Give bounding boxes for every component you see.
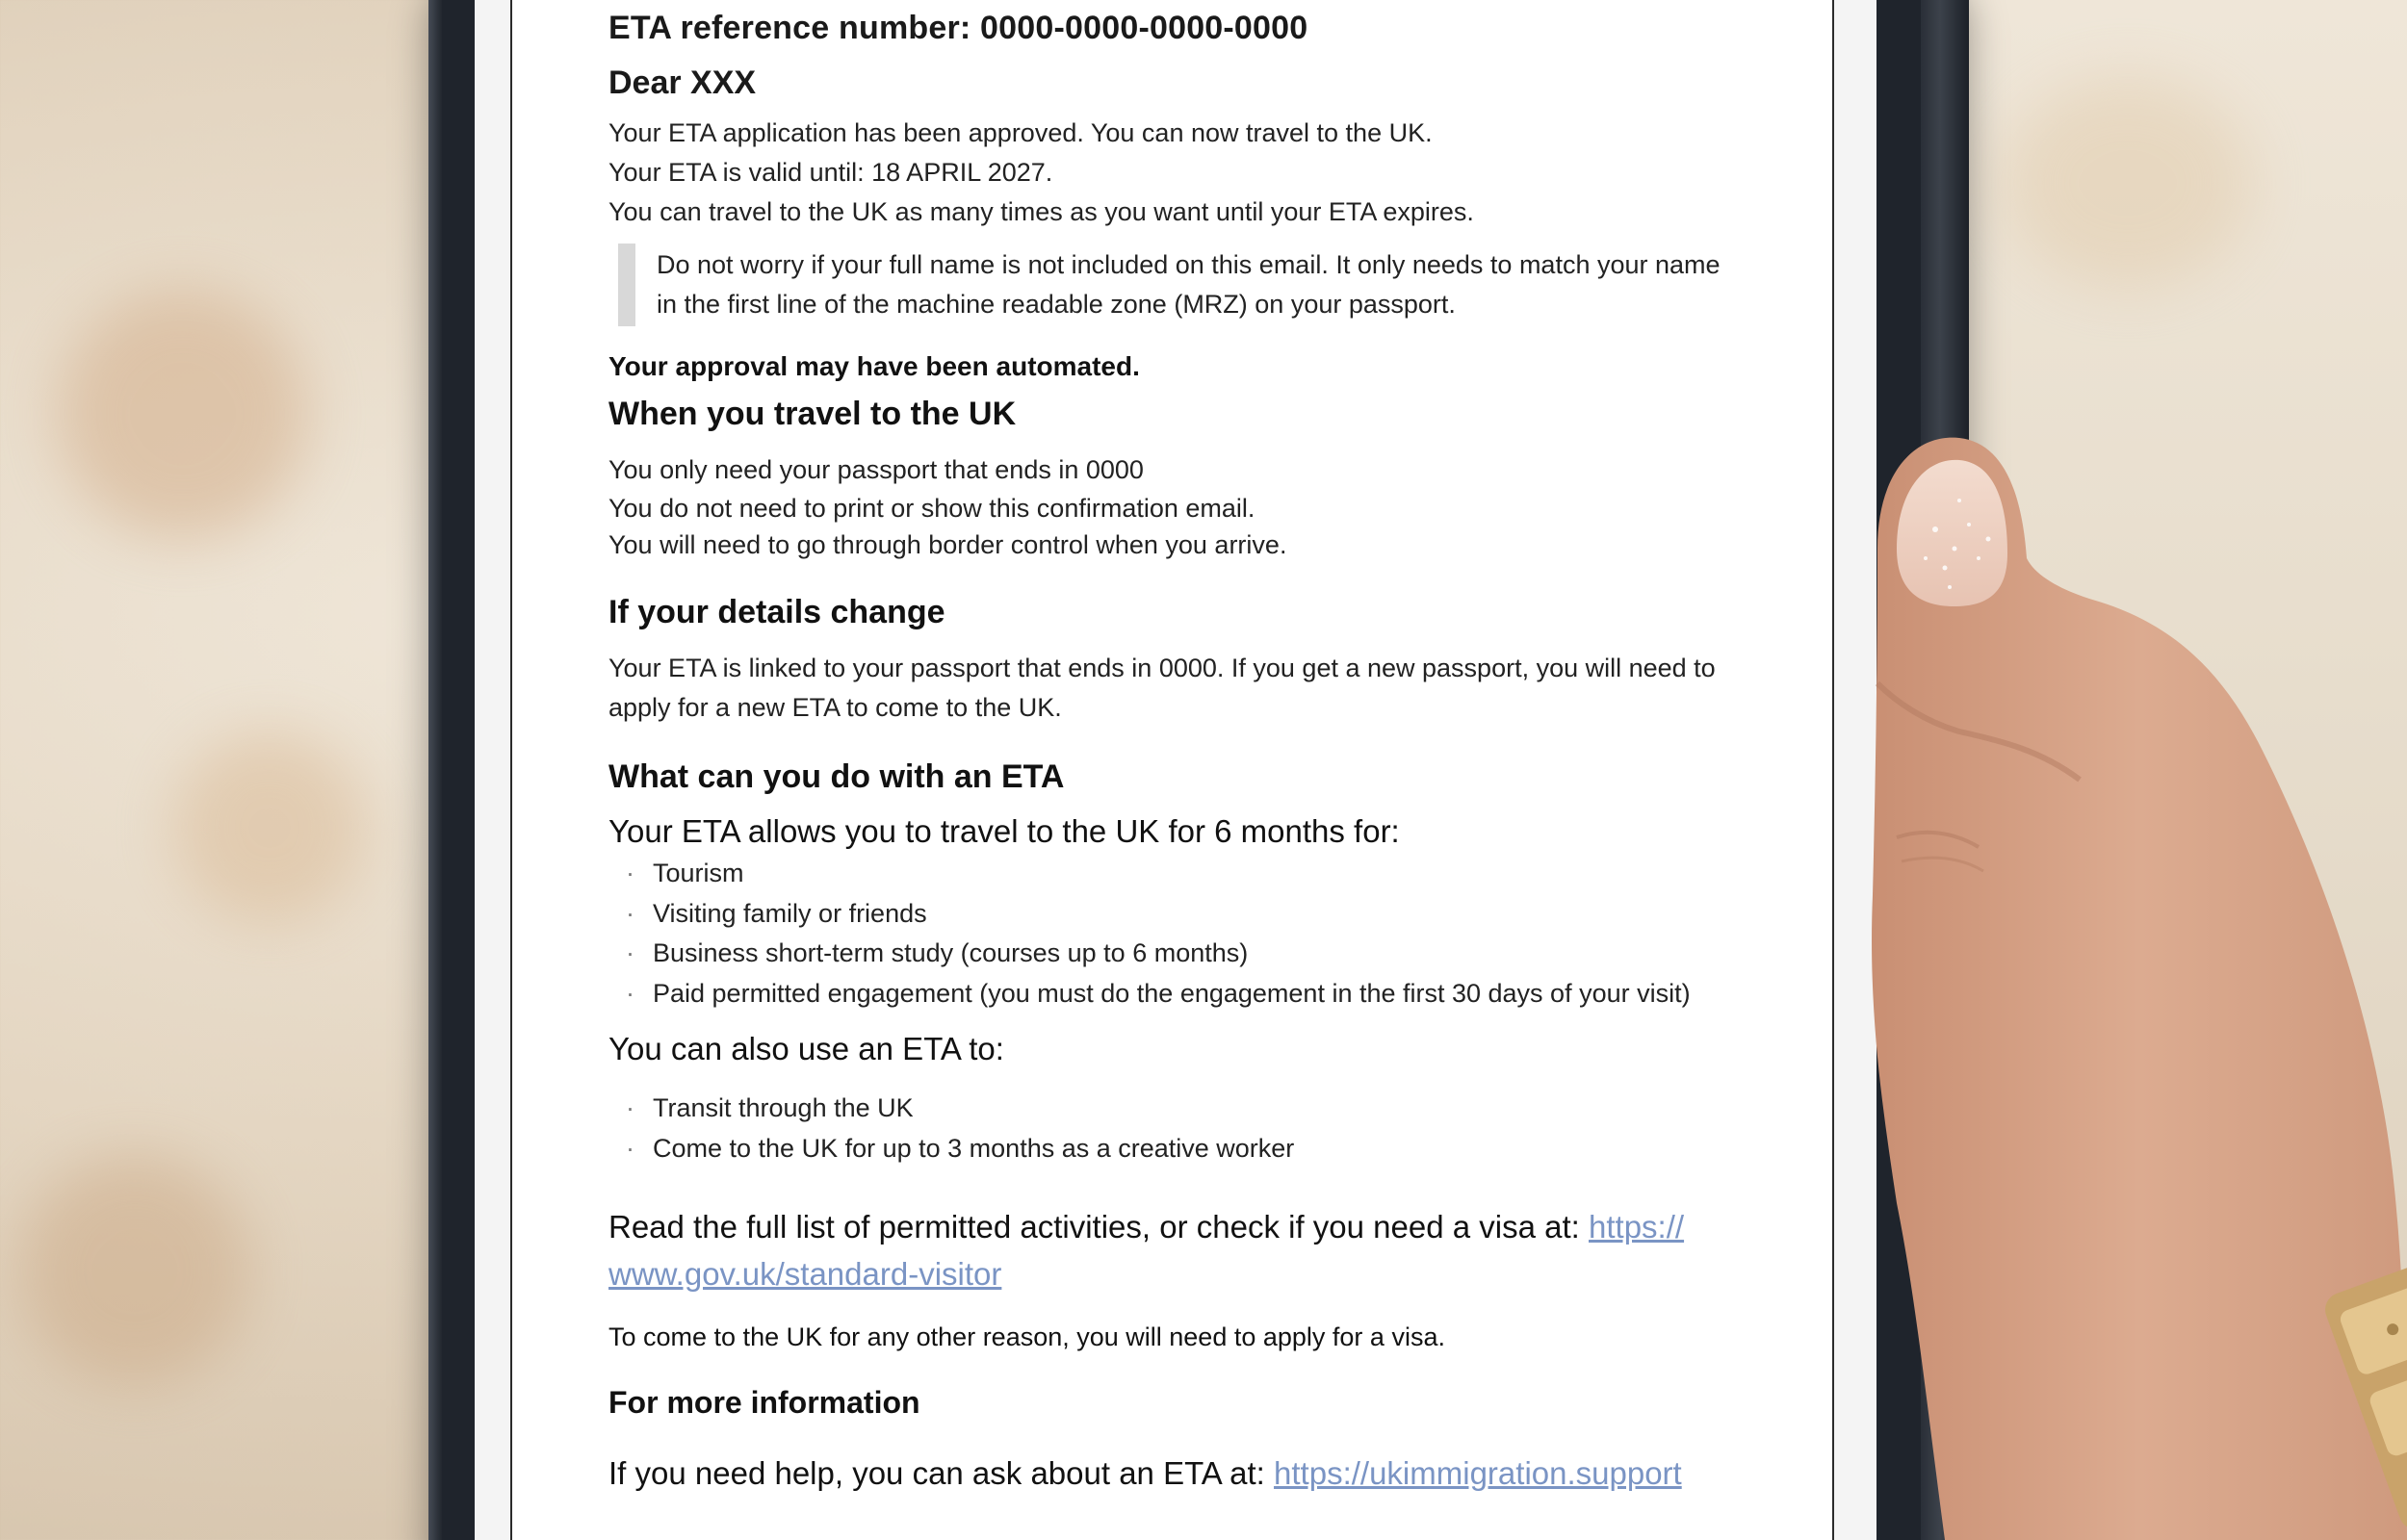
background-blotch xyxy=(19,1155,250,1386)
details-line: apply for a new ETA to come to the UK. xyxy=(608,693,1062,722)
tablet-edge-left xyxy=(428,0,442,1540)
travel-line: You only need your passport that ends in 0000 xyxy=(608,455,1144,484)
standard-visitor-link[interactable]: www.gov.uk/standard-visitor xyxy=(608,1256,1002,1292)
details-heading: If your details change xyxy=(608,594,945,630)
permitted-activities-paragraph xyxy=(608,1203,1793,1297)
also-list xyxy=(608,1089,1793,1168)
automated-note: Your approval may have been automated. xyxy=(608,351,1140,381)
details-line: Your ETA is linked to your passport that ends in 0000. If you get a new passport, you will need to xyxy=(608,654,1716,682)
background-blotch xyxy=(173,732,366,924)
travel-line: You will need to go through border control when you arrive. xyxy=(608,530,1287,559)
what-heading: What can you do with an ETA xyxy=(608,758,1065,795)
validity-line: Your ETA is valid until: 18 APRIL 2027. xyxy=(608,158,1053,187)
eta-reference-number: ETA reference number: 0000-0000-0000-0000 xyxy=(608,10,1308,46)
list-item: · Paid permitted engagement (you must do the engagement in the first 30 days of your visit) xyxy=(626,974,1793,1014)
also-label: You can also use an ETA to: xyxy=(608,1031,1004,1066)
greeting: Dear XXX xyxy=(608,64,757,101)
background-blotch xyxy=(2003,77,2253,289)
standard-visitor-link-start[interactable]: https:// xyxy=(1589,1209,1685,1245)
allows-label: Your ETA allows you to travel to the UK for 6 months for: xyxy=(608,813,1400,849)
list-item: · Transit through the UK xyxy=(626,1089,1793,1129)
spacer xyxy=(608,563,1793,580)
help-paragraph xyxy=(608,1450,1793,1497)
callout-line: in the first line of the machine readable zone (MRZ) on your passport. xyxy=(657,290,1456,319)
approval-line: Your ETA application has been approved. You can now travel to the UK. xyxy=(608,118,1433,147)
email-view[interactable] xyxy=(510,0,1834,1540)
email-content xyxy=(608,10,1793,1522)
help-text: If you need help, you can ask about an ETA at: xyxy=(608,1455,1275,1491)
immigration-support-link[interactable]: https://ukimmigration.support xyxy=(1274,1455,1682,1491)
travel-line: You do not need to print or show this confirmation email. xyxy=(608,494,1255,523)
permitted-activities-text: Read the full list of permitted activities, or check if you need a visa at: xyxy=(608,1209,1589,1245)
travel-heading: When you travel to the UK xyxy=(608,396,1017,432)
other-reason-note: To come to the UK for any other reason, you will need to apply for a visa. xyxy=(608,1322,1445,1351)
list-item: · Business short-term study (courses up to 6 months) xyxy=(626,934,1793,974)
list-item: · Come to the UK for up to 3 months as a creative worker xyxy=(626,1129,1793,1169)
callout-line: Do not worry if your full name is not included on this email. It only needs to match your name xyxy=(657,250,1721,279)
background-blotch xyxy=(58,289,308,539)
tablet-edge-right xyxy=(1921,0,1969,1540)
name-notice-callout xyxy=(618,244,1793,326)
allows-list xyxy=(608,854,1793,1014)
spacer xyxy=(608,728,1793,745)
list-item: · Visiting family or friends xyxy=(626,894,1793,935)
travel-times-line: You can travel to the UK as many times as you want until your ETA expires. xyxy=(608,197,1474,226)
list-item: · Tourism xyxy=(626,854,1793,894)
more-info-heading: For more information xyxy=(608,1385,920,1420)
